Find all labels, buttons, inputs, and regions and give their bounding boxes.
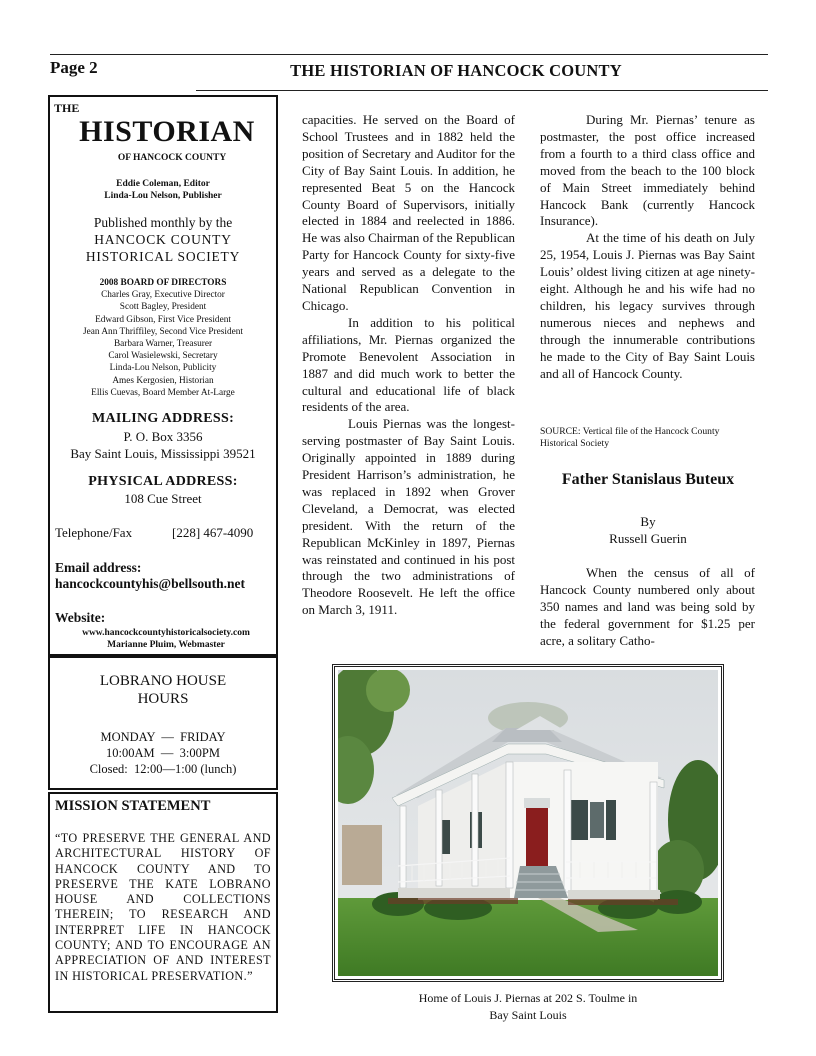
byline-by: By (640, 514, 656, 529)
physical-address-title: PHYSICAL ADDRESS: (88, 474, 238, 489)
webmaster-line: Marianne Pluim, Webmaster (107, 640, 225, 650)
board-member: Charles Gray, Executive Director (101, 290, 225, 301)
article-column-2 (540, 112, 755, 383)
article-paragraph: Louis Piernas was the longest-serving postmaster of Bay Saint Louis. Originally appointed in 1889 during President Harrison’s administration, he was replaced in 1892 when Grover Cleveland, a Democrat, was elected president. With the return of the Republican McKinley in 1897, Piernas was reinstated and continued in his post through the two administrations of Theodore Roosevelt. He left the office on March 3, 1911. (302, 416, 515, 618)
board-member: Edward Gibson, First Vice President (95, 314, 231, 325)
mailing-line-1: P. O. Box 3356 (123, 429, 203, 444)
board-title: 2008 BOARD OF DIRECTORS (99, 278, 227, 288)
house-photo-frame (332, 664, 724, 982)
article-2-column (540, 565, 755, 650)
masthead-title: THE HISTORIAN OF HANCOCK COUNTY (290, 61, 622, 80)
hours-time: 10:00AM — 3:00PM (106, 746, 220, 760)
society-line-2: HISTORICAL SOCIETY (85, 249, 241, 264)
article-paragraph: During Mr. Piernas’ tenure as postmaster, the post office increased from a fourth to a third class office and moved from the beach to the 100 block of Main Street immediately behind Hancock Bank (currently Hancock Insurance). (540, 112, 755, 229)
article-paragraph: When the census of all of Hancock County numbered only about 350 names and land was being sold by the federal government for $1.25 per acre, a solitary Catho- (540, 565, 755, 648)
website-label: Website: (55, 610, 106, 625)
board-member: Jean Ann Thriffiley, Second Vice President (83, 326, 243, 337)
mission-text: “TO PRESERVE THE GENERAL AND ARCHITECTURAL HISTORY OF HANCOCK COUNTY AND TO PRESERVE THE KATE LOBRANO HOUSE AND COLLECTIONS THEREIN; TO RESEARCH AND INTERPRET LIFE IN HANCOCK COUNTY; AND TO ENCOURAGE AN APPRECIATION OF AND INTEREST IN HISTORICAL PRESERVATION.” (55, 831, 271, 983)
lobrano-title-1: LOBRANO HOUSE (99, 673, 227, 689)
article-source: SOURCE: Vertical file of the Hancock County Historical Society (540, 426, 720, 449)
board-member: Scott Bagley, President (119, 302, 207, 313)
board-member: Ellis Cuevas, Board Member At-Large (91, 387, 235, 398)
top-rule (50, 54, 768, 55)
board-member: Linda-Lou Nelson, Publicity (109, 363, 217, 374)
lobrano-title (48, 672, 278, 708)
article-column-1 (302, 112, 515, 619)
telephone-number: [228] 467-4090 (172, 525, 254, 540)
nameplate-the: THE (54, 101, 80, 115)
hours-days: MONDAY — FRIDAY (100, 730, 226, 744)
telephone-label: Telephone/Fax (55, 525, 133, 540)
board-member: Ames Kergosien, Historian (112, 375, 214, 386)
mailing-address-title: MAILING ADDRESS: (91, 411, 235, 426)
society-line-1: HANCOCK COUNTY (94, 232, 232, 247)
nameplate-county: OF HANCOCK COUNTY (117, 153, 227, 163)
mailing-address (48, 429, 278, 462)
website-url[interactable]: www.hancockcountyhistoricalsociety.com (82, 628, 250, 638)
article-paragraph: In addition to his political affiliations, Mr. Piernas organized the Promote Benevolent Association in 1887 and did much work to better the cultural and educational life of black residents of the area. (302, 314, 515, 415)
lobrano-title-2: HOURS (137, 691, 189, 707)
page-number: Page 2 (50, 58, 98, 77)
publisher-society (48, 214, 278, 265)
hours-closed: Closed: 12:00—1:00 (lunch) (89, 762, 237, 776)
board-member: Barbara Warner, Treasurer (113, 339, 213, 350)
board-of-directors (48, 277, 278, 399)
mailing-line-2: Bay Saint Louis, Mississippi 39521 (70, 445, 256, 461)
editors-block (48, 178, 278, 202)
house-photo (338, 670, 718, 976)
article-paragraph: At the time of his death on July 25, 1954, Louis J. Piernas was Bay Saint Louis’ oldest living citizen at age ninety-eight. Although he and his wife had no children, his legacy survives through numerous nieces and nephews and through the innumerable contributions he made to the City of Bay Saint Louis and all of Hancock County. (540, 230, 755, 381)
caption-line-2: Bay Saint Louis (489, 1007, 567, 1022)
lobrano-hours (48, 729, 278, 777)
byline (540, 513, 756, 547)
board-member: Carol Wasielewski, Secretary (108, 351, 218, 362)
nameplate-historian: HISTORIAN (79, 115, 255, 148)
email-address[interactable]: hancockcountyhis@bellsouth.net (55, 576, 245, 591)
mission-title: MISSION STATEMENT (55, 798, 211, 814)
website-block (48, 627, 278, 651)
publisher-line: Linda-Lou Nelson, Publisher (104, 191, 222, 201)
photo-caption (332, 990, 724, 1023)
physical-address: 108 Cue Street (124, 491, 202, 506)
editor-line: Eddie Coleman, Editor (116, 179, 210, 189)
article-paragraph: capacities. He served on the Board of School Trustees and in 1882 held the position of Secretary and Auditor for the City of Bay Saint Louis. In addition, he represented Beat 5 on the Hancock County Board of Supervisors, initially elected in 1884 and reelected in 1886. He was also Chairman of the Republican Party for Hancock County for sixty-five years and served as a delegate to the National Republican Convention in Chicago. (302, 112, 515, 313)
email-label: Email address: (55, 560, 142, 575)
byline-author: Russell Guerin (609, 531, 687, 546)
article-2-title: Father Stanislaus Buteux (561, 471, 735, 488)
published-line: Published monthly by the (93, 215, 233, 230)
header-rule (196, 90, 768, 91)
caption-line-1: Home of Louis J. Piernas at 202 S. Toulme in (418, 991, 638, 1005)
